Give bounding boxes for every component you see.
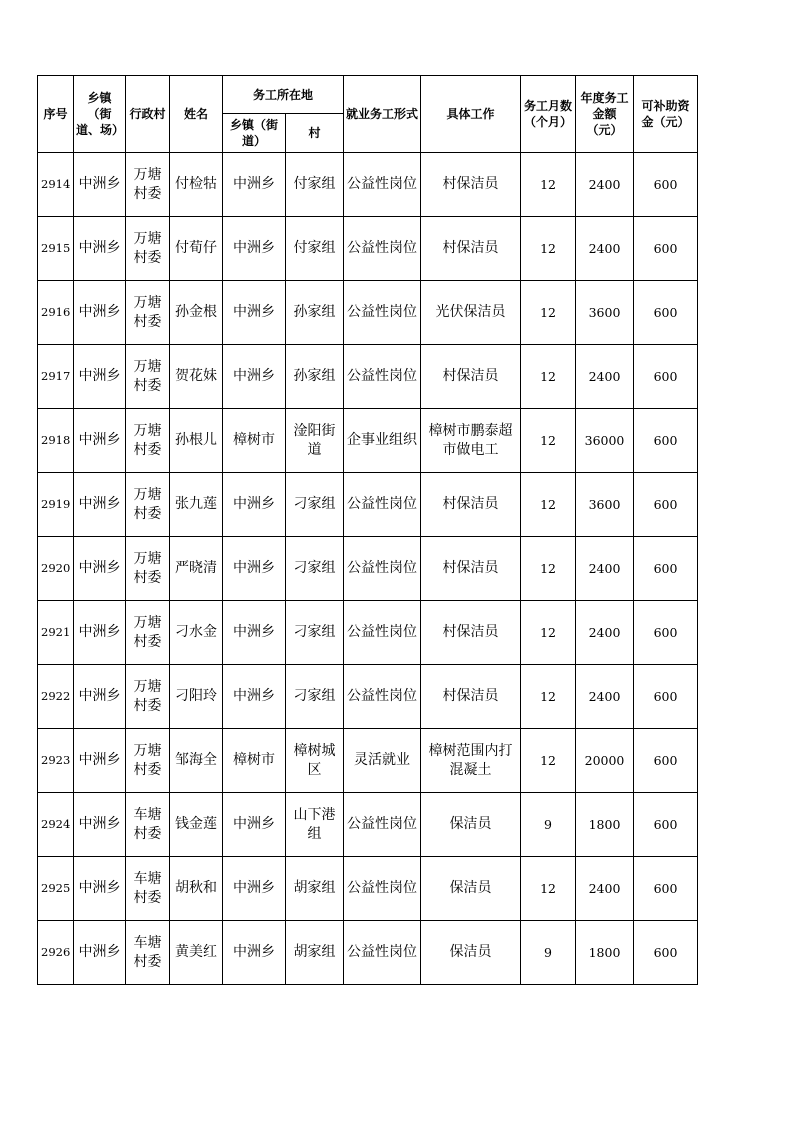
cell-months: 12 — [521, 857, 576, 921]
table-row — [38, 217, 698, 281]
cell-subsidy: 600 — [634, 345, 698, 409]
cell-work-village: 胡家组 — [286, 857, 344, 921]
cell-village: 车塘村委 — [126, 921, 170, 985]
cell-form: 公益性岗位 — [344, 793, 421, 857]
cell-work-township: 樟树市 — [223, 409, 286, 473]
cell-income: 20000 — [576, 729, 634, 793]
header-name: 姓名 — [170, 76, 223, 153]
cell-job: 樟树市鹏泰超市做电工 — [421, 409, 521, 473]
cell-months: 12 — [521, 729, 576, 793]
header-job: 具体工作 — [421, 76, 521, 153]
table-row — [38, 601, 698, 665]
cell-work-township: 中洲乡 — [223, 537, 286, 601]
cell-job: 村保洁员 — [421, 217, 521, 281]
cell-work-township: 中洲乡 — [223, 793, 286, 857]
table-row — [38, 921, 698, 985]
cell-name: 孙金根 — [170, 281, 223, 345]
cell-township: 中洲乡 — [74, 409, 126, 473]
cell-name: 严晓清 — [170, 537, 223, 601]
cell-seq: 2921 — [38, 601, 74, 665]
header-workplace: 务工所在地 — [223, 76, 344, 114]
cell-job: 保洁员 — [421, 857, 521, 921]
cell-income: 2400 — [576, 857, 634, 921]
cell-job: 村保洁员 — [421, 345, 521, 409]
cell-village: 万塘村委 — [126, 729, 170, 793]
table-row — [38, 473, 698, 537]
cell-seq: 2923 — [38, 729, 74, 793]
cell-subsidy: 600 — [634, 281, 698, 345]
cell-work-township: 中洲乡 — [223, 921, 286, 985]
cell-work-township: 中洲乡 — [223, 857, 286, 921]
cell-months: 12 — [521, 281, 576, 345]
cell-months: 9 — [521, 921, 576, 985]
cell-months: 12 — [521, 473, 576, 537]
cell-work-township: 中洲乡 — [223, 665, 286, 729]
cell-work-village: 付家组 — [286, 153, 344, 217]
table-row — [38, 281, 698, 345]
cell-township: 中洲乡 — [74, 281, 126, 345]
employment-table — [37, 75, 698, 985]
cell-name: 黄美红 — [170, 921, 223, 985]
cell-job: 樟树范围内打混凝土 — [421, 729, 521, 793]
cell-months: 12 — [521, 665, 576, 729]
cell-work-village: 付家组 — [286, 217, 344, 281]
cell-months: 12 — [521, 537, 576, 601]
cell-seq: 2918 — [38, 409, 74, 473]
cell-village: 车塘村委 — [126, 857, 170, 921]
cell-work-village: 胡家组 — [286, 921, 344, 985]
cell-months: 12 — [521, 601, 576, 665]
table-row — [38, 857, 698, 921]
cell-name: 孙根儿 — [170, 409, 223, 473]
cell-village: 万塘村委 — [126, 601, 170, 665]
cell-township: 中洲乡 — [74, 153, 126, 217]
cell-work-township: 中洲乡 — [223, 601, 286, 665]
cell-income: 2400 — [576, 665, 634, 729]
cell-village: 万塘村委 — [126, 665, 170, 729]
cell-work-village: 山下港组 — [286, 793, 344, 857]
cell-township: 中洲乡 — [74, 537, 126, 601]
cell-form: 企事业组织 — [344, 409, 421, 473]
cell-seq: 2917 — [38, 345, 74, 409]
cell-work-township: 中洲乡 — [223, 217, 286, 281]
cell-job: 村保洁员 — [421, 601, 521, 665]
cell-village: 万塘村委 — [126, 345, 170, 409]
cell-work-village: 刁家组 — [286, 473, 344, 537]
table-body — [38, 153, 698, 985]
table-row — [38, 729, 698, 793]
cell-income: 2400 — [576, 601, 634, 665]
cell-name: 付检牯 — [170, 153, 223, 217]
cell-income: 2400 — [576, 537, 634, 601]
cell-income: 36000 — [576, 409, 634, 473]
table-row — [38, 409, 698, 473]
cell-township: 中洲乡 — [74, 345, 126, 409]
table-row — [38, 793, 698, 857]
table-row — [38, 665, 698, 729]
header-work-village: 村 — [286, 114, 344, 153]
cell-form: 公益性岗位 — [344, 281, 421, 345]
cell-subsidy: 600 — [634, 537, 698, 601]
cell-form: 公益性岗位 — [344, 601, 421, 665]
cell-township: 中洲乡 — [74, 217, 126, 281]
cell-income: 2400 — [576, 345, 634, 409]
cell-subsidy: 600 — [634, 409, 698, 473]
cell-township: 中洲乡 — [74, 665, 126, 729]
cell-work-village: 孙家组 — [286, 281, 344, 345]
cell-village: 车塘村委 — [126, 793, 170, 857]
cell-seq: 2920 — [38, 537, 74, 601]
cell-township: 中洲乡 — [74, 921, 126, 985]
cell-name: 刁水金 — [170, 601, 223, 665]
cell-job: 村保洁员 — [421, 473, 521, 537]
cell-income: 1800 — [576, 793, 634, 857]
cell-name: 贺花妹 — [170, 345, 223, 409]
cell-job: 保洁员 — [421, 921, 521, 985]
cell-income: 3600 — [576, 281, 634, 345]
cell-subsidy: 600 — [634, 153, 698, 217]
cell-form: 公益性岗位 — [344, 345, 421, 409]
table-row — [38, 153, 698, 217]
cell-months: 12 — [521, 409, 576, 473]
cell-job: 保洁员 — [421, 793, 521, 857]
cell-work-village: 刁家组 — [286, 537, 344, 601]
cell-months: 12 — [521, 217, 576, 281]
cell-seq: 2914 — [38, 153, 74, 217]
cell-job: 光伏保洁员 — [421, 281, 521, 345]
cell-seq: 2922 — [38, 665, 74, 729]
cell-seq: 2916 — [38, 281, 74, 345]
header-seq: 序号 — [38, 76, 74, 153]
cell-seq: 2919 — [38, 473, 74, 537]
header-months: 务工月数（个月） — [521, 76, 576, 153]
table-header — [38, 76, 698, 153]
header-village: 行政村 — [126, 76, 170, 153]
cell-work-township: 樟树市 — [223, 729, 286, 793]
header-subsidy: 可补助资金（元） — [634, 76, 698, 153]
cell-village: 万塘村委 — [126, 217, 170, 281]
cell-income: 2400 — [576, 217, 634, 281]
cell-subsidy: 600 — [634, 601, 698, 665]
cell-work-township: 中洲乡 — [223, 281, 286, 345]
cell-work-township: 中洲乡 — [223, 345, 286, 409]
cell-form: 灵活就业 — [344, 729, 421, 793]
cell-village: 万塘村委 — [126, 281, 170, 345]
table-row — [38, 537, 698, 601]
cell-work-village: 樟树城区 — [286, 729, 344, 793]
cell-work-village: 刁家组 — [286, 601, 344, 665]
cell-seq: 2915 — [38, 217, 74, 281]
cell-village: 万塘村委 — [126, 473, 170, 537]
cell-subsidy: 600 — [634, 857, 698, 921]
cell-name: 刁阳玲 — [170, 665, 223, 729]
cell-subsidy: 600 — [634, 473, 698, 537]
cell-township: 中洲乡 — [74, 857, 126, 921]
cell-subsidy: 600 — [634, 921, 698, 985]
cell-form: 公益性岗位 — [344, 857, 421, 921]
cell-income: 3600 — [576, 473, 634, 537]
header-township: 乡镇（街道、场） — [74, 76, 126, 153]
cell-job: 村保洁员 — [421, 537, 521, 601]
header-form: 就业务工形式 — [344, 76, 421, 153]
cell-township: 中洲乡 — [74, 793, 126, 857]
cell-work-village: 刁家组 — [286, 665, 344, 729]
cell-subsidy: 600 — [634, 665, 698, 729]
cell-village: 万塘村委 — [126, 409, 170, 473]
cell-form: 公益性岗位 — [344, 537, 421, 601]
cell-subsidy: 600 — [634, 793, 698, 857]
cell-subsidy: 600 — [634, 217, 698, 281]
cell-name: 付荀仔 — [170, 217, 223, 281]
cell-job: 村保洁员 — [421, 665, 521, 729]
cell-township: 中洲乡 — [74, 729, 126, 793]
cell-months: 12 — [521, 345, 576, 409]
cell-seq: 2925 — [38, 857, 74, 921]
cell-name: 邹海全 — [170, 729, 223, 793]
cell-form: 公益性岗位 — [344, 217, 421, 281]
cell-form: 公益性岗位 — [344, 921, 421, 985]
cell-work-township: 中洲乡 — [223, 473, 286, 537]
cell-village: 万塘村委 — [126, 153, 170, 217]
cell-months: 9 — [521, 793, 576, 857]
cell-work-village: 孙家组 — [286, 345, 344, 409]
cell-subsidy: 600 — [634, 729, 698, 793]
cell-form: 公益性岗位 — [344, 153, 421, 217]
cell-form: 公益性岗位 — [344, 665, 421, 729]
cell-township: 中洲乡 — [74, 473, 126, 537]
header-work-township: 乡镇（街道） — [223, 114, 286, 153]
cell-work-township: 中洲乡 — [223, 153, 286, 217]
cell-work-village: 淦阳街道 — [286, 409, 344, 473]
cell-village: 万塘村委 — [126, 537, 170, 601]
cell-income: 2400 — [576, 153, 634, 217]
cell-form: 公益性岗位 — [344, 473, 421, 537]
cell-name: 张九莲 — [170, 473, 223, 537]
cell-seq: 2926 — [38, 921, 74, 985]
cell-months: 12 — [521, 153, 576, 217]
cell-township: 中洲乡 — [74, 601, 126, 665]
cell-seq: 2924 — [38, 793, 74, 857]
cell-job: 村保洁员 — [421, 153, 521, 217]
cell-name: 钱金莲 — [170, 793, 223, 857]
header-income: 年度务工金额（元） — [576, 76, 634, 153]
cell-name: 胡秋和 — [170, 857, 223, 921]
cell-income: 1800 — [576, 921, 634, 985]
table-row — [38, 345, 698, 409]
